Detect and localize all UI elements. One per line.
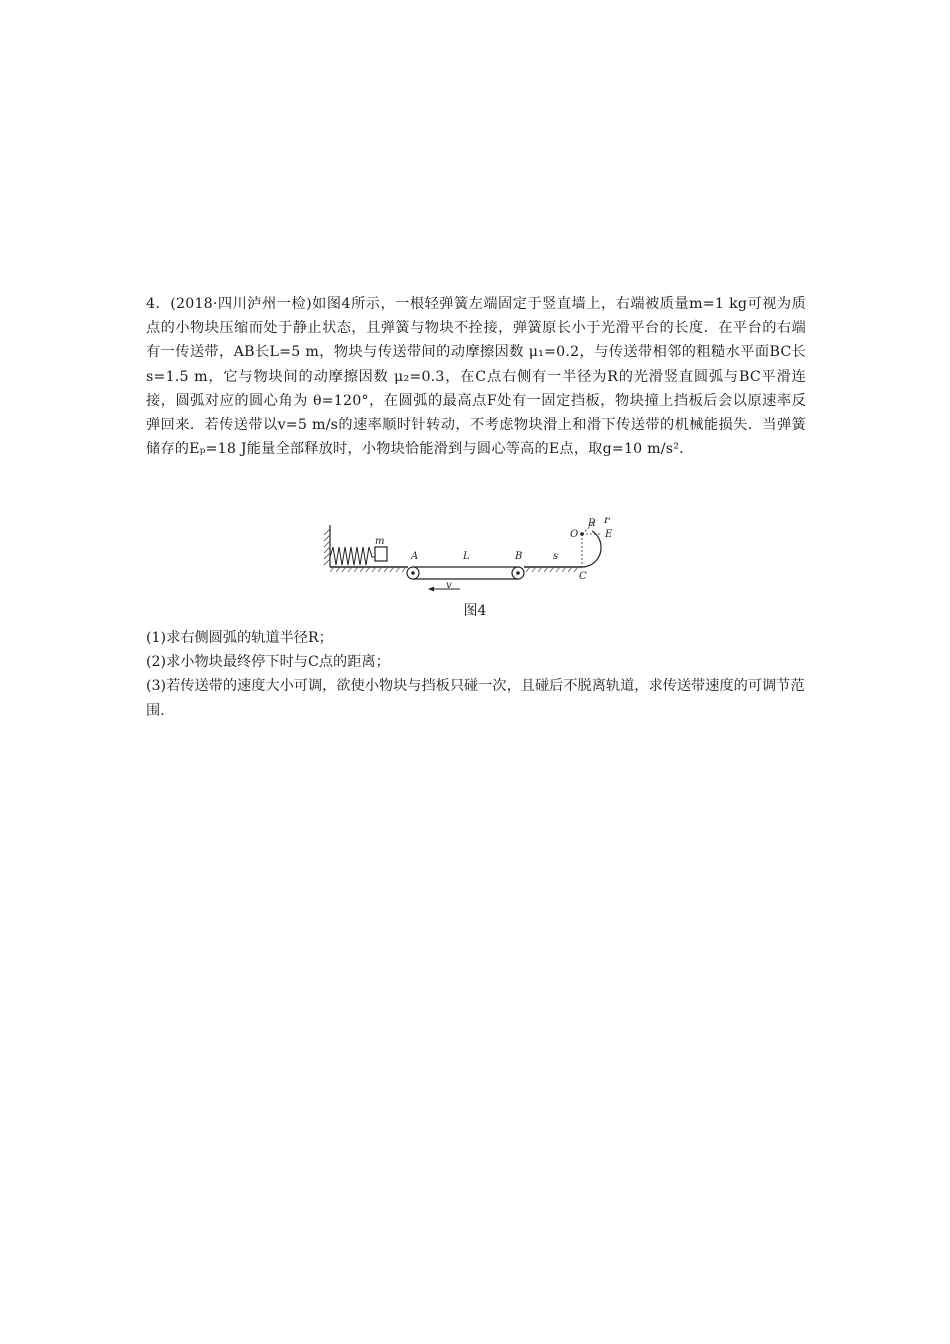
label-A: A (411, 551, 419, 562)
wall-hatch (324, 529, 330, 565)
label-s: s (553, 551, 559, 562)
arc (582, 531, 601, 567)
pulley-b-axle (516, 571, 520, 575)
problem-text (146, 292, 806, 461)
physics-diagram (320, 517, 632, 597)
block-m (375, 547, 387, 561)
surface-bc-hatch (526, 567, 578, 572)
questions (146, 626, 806, 723)
figure-4 (320, 517, 632, 597)
question-3: (3)若传送带的速度大小可调，欲使小物块与挡板只碰一次，且碰后不脱离轨道，求传送带速度的可调节范围. (146, 678, 805, 719)
label-E: E (605, 529, 613, 540)
platform-hatch (330, 567, 406, 572)
figure-caption: 图4 (463, 603, 487, 619)
problem-body: (2018·四川泸州一检)如图4所示，一根轻弹簧左端固定于竖直墙上，右端被质量m=1 kg可视为质点的小物块压缩而处于静止状态，且弹簧与物块不拴接，弹簧原长小于光滑平台的长度．在平台的右端有一传送带，AB长L=5 m，物块与传送带间的动摩擦因数 μ₁=0.2，与传送带相邻的粗糙水平面BC长s=1.5 m，它与物块间的动摩擦因数 μ₂=0.3，在C点右侧有一半径为R的光滑竖直圆弧与BC平滑连接，圆弧对应的圆心角为 θ=120°，在圆弧的最高点F处有一固定挡板，物块撞上挡板后会以原速率反弹回来．若传送带以v=5 m/s的速率顺时针转动，不考虑物块滑上和滑下传送带的机械能损失．当弹簧储存的Eₚ=18 J能量全部释放时，小物块恰能滑到与圆心等高的E点，取g=10 m/s². (146, 296, 806, 458)
velocity-arrowhead (428, 587, 434, 592)
spring (330, 547, 375, 565)
question-2: (2)求小物块最终停下时与C点的距离； (146, 654, 390, 671)
label-m: m (375, 536, 385, 547)
question-1: (1)求右侧圆弧的轨道半径R； (146, 630, 333, 646)
label-C: C (579, 571, 587, 582)
problem-statement (146, 292, 806, 461)
label-F: F (604, 517, 611, 526)
label-R: R (588, 518, 596, 529)
label-L: L (463, 551, 470, 562)
label-v: v (446, 580, 452, 591)
pulley-a-axle (411, 571, 415, 575)
problem-number: 4． (146, 296, 171, 312)
label-B: B (515, 551, 523, 562)
label-O: O (570, 529, 579, 540)
